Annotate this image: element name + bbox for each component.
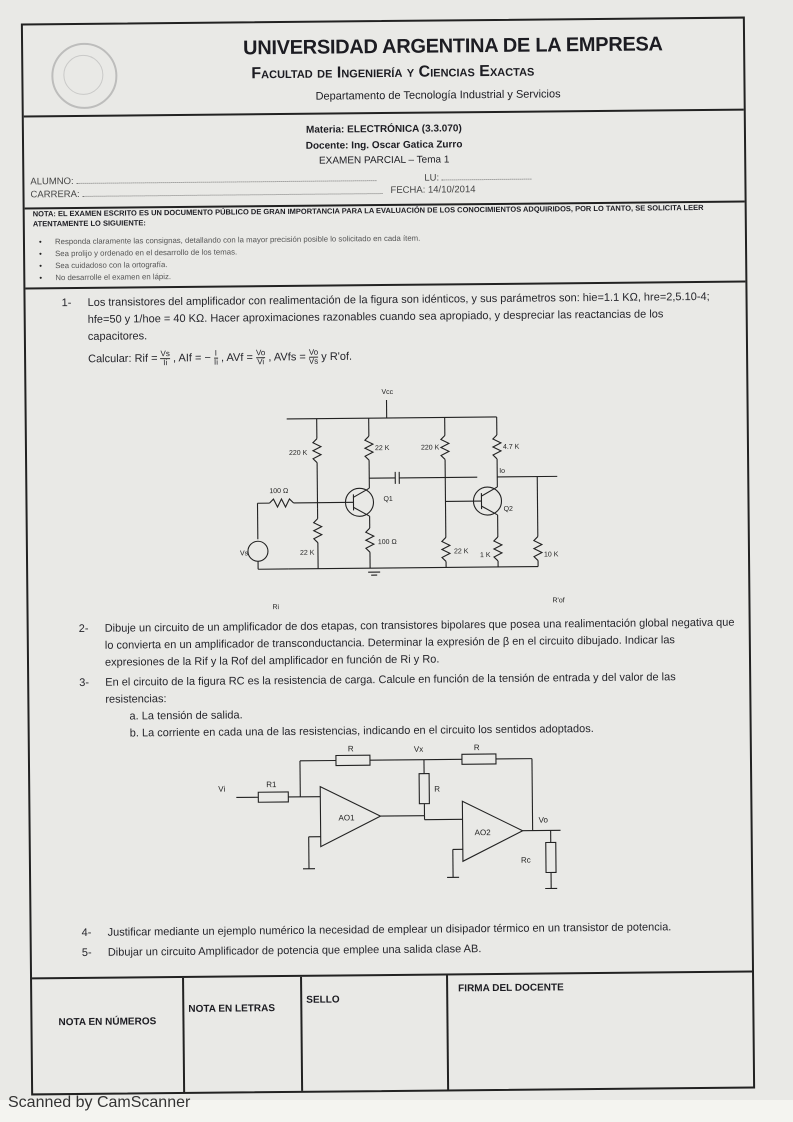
rc-label: Rc xyxy=(520,855,531,865)
grade-letters-label: NOTA EN LETRAS xyxy=(188,1003,276,1015)
resistor-r-shunt xyxy=(419,774,429,804)
stamp-label: SELLO xyxy=(306,994,340,1006)
opamp-circuit xyxy=(200,738,562,901)
io-label: Io xyxy=(499,467,506,475)
avfs-label: , AVfs = xyxy=(268,351,306,364)
divider xyxy=(25,281,745,290)
r7-label: 22 K xyxy=(453,548,469,556)
q2-label: Q2 xyxy=(503,505,513,513)
r-label-2: R xyxy=(434,784,441,794)
resistor-r5 xyxy=(314,519,322,543)
aif-label: , AIf = − xyxy=(172,352,211,365)
ground-rail xyxy=(288,567,538,569)
ri-label: Ri xyxy=(272,604,280,612)
resistor-rs xyxy=(269,499,293,507)
r4-label: 4.7 K xyxy=(502,443,520,451)
student-label: ALUMNO: xyxy=(30,176,74,188)
stamp-cell xyxy=(300,975,449,1090)
q1-number: 1- xyxy=(61,297,72,310)
q3-item-a: a. La tensión de salida. xyxy=(129,709,243,723)
r1-label: R1 xyxy=(266,780,277,790)
rs-label: 100 Ω xyxy=(269,487,289,496)
resistor-r2 xyxy=(365,436,373,460)
avfs-fraction: $\frac{Vo}{Vs}$ xyxy=(308,347,319,366)
q4-number: 4- xyxy=(81,926,92,939)
resistor-r-top xyxy=(462,754,496,764)
q1-formula xyxy=(88,345,708,368)
r5-label: 22 K xyxy=(299,549,315,557)
date: FECHA: 14/10/2014 xyxy=(390,184,476,196)
lu-blank xyxy=(442,171,532,181)
university-name: UNIVERSIDAD ARGENTINA DE LA EMPRESA xyxy=(243,33,663,60)
rof-label: y R'of. xyxy=(321,350,353,364)
q4-text: Justificar mediante un ejemplo numérico la necesidad de emplear un disipador térmico en un transistor de potencia. xyxy=(107,921,672,939)
vcc-label: Vcc xyxy=(381,388,394,397)
q2-number: 2- xyxy=(78,622,89,635)
r2-label: 22 K xyxy=(374,444,390,453)
grade-numbers-cell[interactable] xyxy=(32,978,185,1093)
resistor-r3 xyxy=(441,435,449,459)
resistor-r9 xyxy=(534,537,542,561)
r8-label: 1 K xyxy=(479,552,491,560)
faculty-name: Facultad de Ingeniería y Ciencias Exactas xyxy=(251,62,535,83)
exam-title: EXAMEN PARCIAL – Tema 1 xyxy=(318,154,450,167)
avf-label: , AVf = xyxy=(220,351,253,364)
r6-label: 100 Ω xyxy=(377,538,397,547)
vx-label: Vx xyxy=(413,744,424,754)
header xyxy=(23,19,744,118)
exam-info xyxy=(24,109,745,210)
resistor-r-feedback xyxy=(336,755,370,765)
resistor-r1 xyxy=(313,439,321,463)
q1-label: Q1 xyxy=(383,495,393,504)
subject: Materia: ELECTRÓNICA (3.3.070) xyxy=(305,123,462,136)
resistor-r8 xyxy=(494,537,502,561)
notice-text: NOTA: EL EXAMEN ESCRITO ES UN DOCUMENTO PÚBLICO DE GRAN IMPORTANCIA PARA LA EVALUACIÓN DE LOS CONOCIMIENTOS ADQUIRIDOS, POR LO TANTO, SE SOLICITA LEER ATENTAMENTE LO SIGUIENTE: xyxy=(32,202,704,229)
department-name: Departamento de Tecnología Industrial y Servicios xyxy=(315,88,561,103)
exam-page xyxy=(21,17,755,1096)
signature-cell[interactable] xyxy=(446,973,753,1090)
rif-label: Calcular: Rif = xyxy=(88,352,158,366)
r-label-1: R xyxy=(347,744,354,754)
resistor-r7 xyxy=(442,537,450,561)
rif-fraction: $\frac{Vs}{Ii}$ xyxy=(160,349,170,368)
lu-label: LU: xyxy=(424,172,440,184)
notice-item: • No desarrolle el examen en lápiz. xyxy=(55,272,171,282)
aif-fraction: $\frac{I}{Ii}$ xyxy=(213,348,219,367)
signal-source-icon xyxy=(248,541,268,561)
grade-letters-cell[interactable] xyxy=(182,977,303,1092)
career-field[interactable] xyxy=(30,185,382,200)
q3-text: En el circuito de la figura RC es la resistencia de carga. Calcule en función de la tensión de entrada y del valor de las resistencias: xyxy=(105,671,676,706)
vi-label: Vi xyxy=(218,784,226,794)
grading-table xyxy=(32,971,753,1094)
vcc-rail xyxy=(287,417,497,419)
resistor-r1 xyxy=(258,792,288,802)
q1-text: Los transistores del amplificador con realimentación de la figura son idénticos, y sus parámetros son: hie=1.1 KΩ, hre=2,5.10-4; hfe=50 y 1/hoe = 40 KΩ. Hacer aproximaciones razonables cuando sea apropiado, y despreciar las reactancias de los capacitores. xyxy=(87,290,710,343)
university-seal-icon xyxy=(51,43,118,110)
feedback-amplifier-circuit xyxy=(206,376,568,615)
resistor-r4 xyxy=(493,435,501,459)
notice-item: • Responda claramente las consignas, detallando con la mayor precisión posible lo solicitado en cada ítem. xyxy=(55,234,420,247)
q5-text: Dibujar un circuito Amplificador de potencia que emplee una salida clase AB. xyxy=(107,943,482,959)
vs-label: Vs xyxy=(239,550,249,558)
resistor-r6 xyxy=(366,528,374,552)
rof-circuit-label: R'of xyxy=(552,597,565,605)
q3-number: 3- xyxy=(79,676,90,689)
lu-field[interactable] xyxy=(424,171,532,184)
notice-item: • Sea cuidadoso con la ortografía. xyxy=(55,260,167,270)
ao2-label: AO2 xyxy=(474,828,491,838)
ao1-label: AO1 xyxy=(338,813,355,823)
r1-label: 220 K xyxy=(288,449,308,457)
scanner-watermark: Scanned by CamScanner xyxy=(8,1094,191,1111)
resistor-rc xyxy=(546,842,556,872)
notice-item: • Sea prolijo y ordenado en el desarrollo de los temas. xyxy=(55,247,237,258)
r9-label: 10 K xyxy=(543,551,559,559)
q2-text: Dibuje un circuito de un amplificador de dos etapas, con transistores bipolares que posea una realimentación global negativa que lo convierta en un amplificador de transconductancia. Determinar la expresión de β en el circuito dibujado. Indicar las expresiones de la Rif y la Rof del amplificador en función de Ri y Ro. xyxy=(104,616,735,669)
career-blank xyxy=(82,185,382,197)
avf-fraction: $\frac{Vo}{Vi}$ xyxy=(255,348,266,367)
r-label-3: R xyxy=(473,743,480,753)
q5-number: 5- xyxy=(81,946,92,959)
vo-label: Vo xyxy=(538,815,548,825)
r3-label: 220 K xyxy=(420,444,440,452)
career-label: CARRERA: xyxy=(30,188,80,201)
teacher: Docente: Ing. Oscar Gatica Zurro xyxy=(305,139,463,152)
opamp-ao2 xyxy=(462,801,523,862)
signature-label: FIRMA DEL DOCENTE xyxy=(458,982,564,995)
grade-numbers-label: NOTA EN NÚMEROS xyxy=(58,1016,157,1029)
q3-item-b: b. La corriente en cada una de las resistencias, indicando en el circuito los sentidos adoptados. xyxy=(129,723,594,740)
student-blank xyxy=(76,172,376,184)
